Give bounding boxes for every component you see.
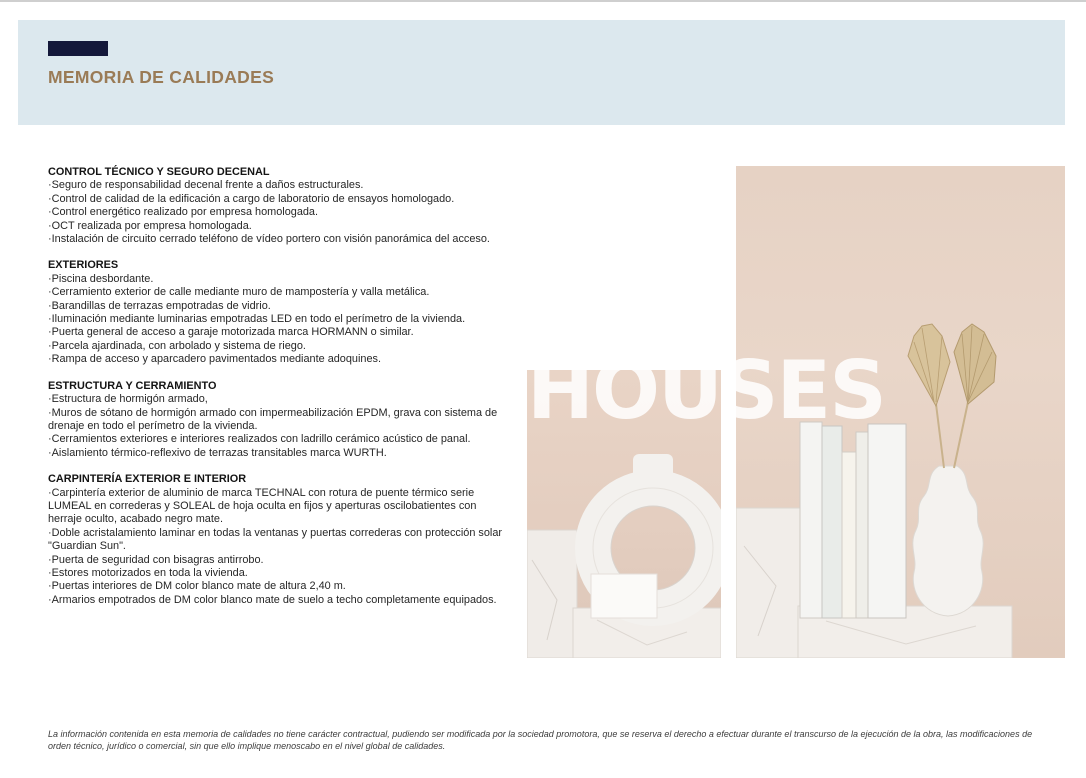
list-item: · Parcela ajardinada, con arbolado y sistema de riego.	[48, 340, 510, 353]
section-estructura	[48, 380, 510, 460]
section-title: EXTERIORES	[48, 259, 119, 272]
section-carpinteria	[48, 473, 510, 607]
section-exteriores	[48, 259, 510, 366]
section-title: ESTRUCTURA Y CERRAMIENTO	[48, 379, 217, 392]
list-item: · Rampa de acceso y aparcadero pavimentados mediante adoquines.	[48, 353, 510, 366]
list-item: · Barandillas de terrazas empotradas de vidrio.	[48, 300, 510, 313]
list-item: · Puerta general de acceso a garaje motorizada marca HORMANN o similar.	[48, 326, 510, 339]
list-item: · Estructura de hormigón armado,	[48, 393, 510, 406]
list-item: · Estores motorizados en toda la vivienda.	[48, 567, 510, 580]
list-item: · Iluminación mediante luminarias empotradas LED en todo el perímetro de la vivienda.	[48, 313, 510, 326]
list-item: · Puertas interiores de DM color blanco mate de altura 2,40 m.	[48, 580, 510, 593]
list-item: · Aislamiento térmico-reflexivo de terrazas transitables marca WURTH.	[48, 447, 510, 460]
list-item: · Muros de sótano de hormigón armado con impermeabilización EPDM, grava con sistema de drenaje en todo el perímetro de la vivienda.	[48, 407, 510, 434]
header-accent-bar	[48, 41, 108, 56]
list-item: · OCT realizada por empresa homologada.	[48, 220, 510, 233]
top-rule	[0, 0, 1086, 2]
list-item: · Instalación de circuito cerrado teléfono de vídeo portero con visión panorámica del acceso.	[48, 233, 510, 246]
section-title: CARPINTERÍA EXTERIOR E INTERIOR	[48, 473, 247, 486]
list-item: · Armarios empotrados de DM color blanco mate de suelo a techo completamente equipados.	[48, 594, 510, 607]
list-item: · Doble acristalamiento laminar en todas la ventanas y puertas correderas con protección solar "Guardian Sun".	[48, 527, 510, 554]
watermark-text: HOUSES	[527, 344, 885, 437]
section-list	[48, 393, 510, 460]
list-item: · Seguro de responsabilidad decenal frente a daños estructurales.	[48, 179, 510, 192]
quality-specs	[48, 166, 510, 620]
section-list	[48, 487, 510, 608]
section-title: CONTROL TÉCNICO Y SEGURO DECENAL	[48, 166, 270, 178]
section-control-tecnico	[48, 166, 510, 246]
list-item: · Cerramiento exterior de calle mediante muro de mampostería y valla metálica.	[48, 286, 510, 299]
list-item: · Carpintería exterior de aluminio de marca TECHNAL con rotura de puente térmico serie LUMEAL en correderas y SOLEAL de hoja oculta en fijos y aperturas oscilobatientes con herraje oculto, acabado negro mate.	[48, 487, 510, 527]
list-item: · Cerramientos exteriores e interiores realizados con ladrillo cerámico acústico de panal.	[48, 433, 510, 446]
footer-disclaimer: La información contenida en esta memoria de calidades no tiene carácter contractual, pudiendo ser modificada por la sociedad promotora, que se reserva el derecho a efectuar durante el transcurso de la ejecución de la obra, las modificaciones de orden técnico, jurídico o comercial, sin que ello implique menoscabo en el nivel global de calidades.	[48, 729, 1033, 751]
list-item: · Puerta de seguridad con bisagras antirrobo.	[48, 554, 510, 567]
page-title: MEMORIA DE CALIDADES	[48, 67, 275, 87]
list-item: · Control energético realizado por empresa homologada.	[48, 206, 510, 219]
header-band	[18, 20, 1065, 125]
section-list	[48, 273, 510, 367]
section-list	[48, 179, 510, 246]
list-item: · Control de calidad de la edificación a cargo de laboratorio de ensayos homologado.	[48, 193, 510, 206]
list-item: · Piscina desbordante.	[48, 273, 510, 286]
